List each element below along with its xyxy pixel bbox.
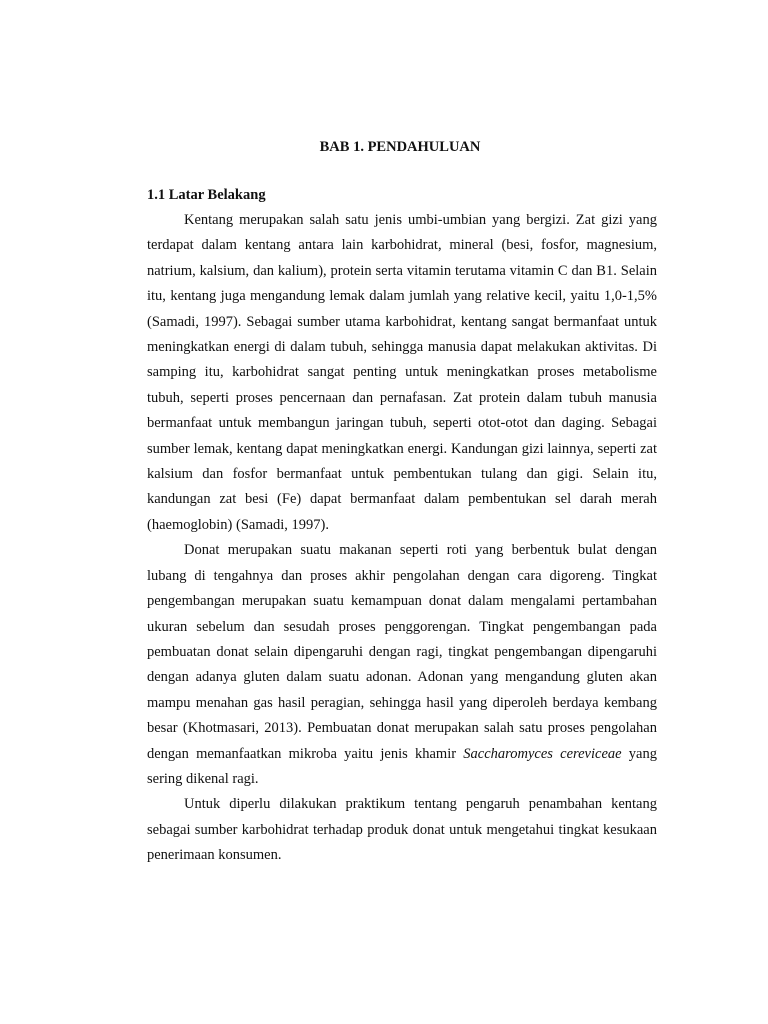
paragraph-donut-tail: yang sering dikenal ragi. — [147, 745, 657, 787]
chapter-title: BAB 1. PENDAHULUAN — [319, 139, 481, 155]
paragraph-donut-text: Donat merupakan suatu makanan seperti roti yang berbentuk bulat dengan lubang di tengahnya dan proses akhir pengolahan dengan cara digoreng. Tingkat pengembangan merupakan suatu kemampuan donat dalam mengalami pertambahan ukuran sebelum dan sesudah proses penggorengan. Tingkat pengembangan pada pembuatan donat selain dipengaruhi dengan ragi, tingkat pengembangan dipengaruhi dengan adanya gluten dalam suatu adonan. Adonan yang mengandung gluten akan mampu menahan gas hasil peragian, sehingga hasil yang diperoleh berdaya kembang besar (Khotmasari, 2013). Pembuatan donat merupakan salah satu proses pengolahan dengan memanfaatkan mikroba yaitu jenis khamir — [147, 542, 657, 762]
species-name: Saccharomyces cereviceae — [463, 745, 622, 762]
section-heading: 1.1 Latar Belakang — [147, 187, 266, 203]
paragraph-donut — [147, 538, 657, 792]
paragraph-objective: Untuk diperlu dilakukan praktikum tentang pengaruh penambahan kentang sebagai sumber karbohidrat terhadap produk donat untuk mengetahui tingkat kesukaan penerimaan konsumen. — [147, 796, 657, 864]
body-text — [147, 208, 657, 869]
paragraph-potato: Kentang merupakan salah satu jenis umbi-umbian yang bergizi. Zat gizi yang terdapat dalam kentang antara lain karbohidrat, mineral (besi, fosfor, magnesium, natrium, kalsium, dan kalium), protein serta vitamin terutama vitamin C dan B1. Selain itu, kentang juga mengandung lemak dalam jumlah yang relative kecil, yaitu 1,0-1,5% (Samadi, 1997). Sebagai sumber utama karbohidrat, kentang sangat bermanfaat untuk meningkatkan energi di dalam tubuh, sehingga manusia dapat melakukan aktivitas. Di samping itu, karbohidrat sangat penting untuk meningkatkan proses metabolisme tubuh, seperti proses pencernaan dan pernafasan. Zat protein dalam tubuh manusia bermanfaat untuk membangun jaringan tubuh, seperti otot-otot dan daging. Sebagai sumber lemak, kentang dapat meningkatkan energi. Kandungan gizi lainnya, seperti zat kalsium dan fosfor bermanfaat untuk pembentukan tulang dan gigi. Selain itu, kandungan zat besi (Fe) dapat bermanfaat dalam pembentukan sel darah merah (haemoglobin) (Samadi, 1997). — [147, 212, 657, 533]
